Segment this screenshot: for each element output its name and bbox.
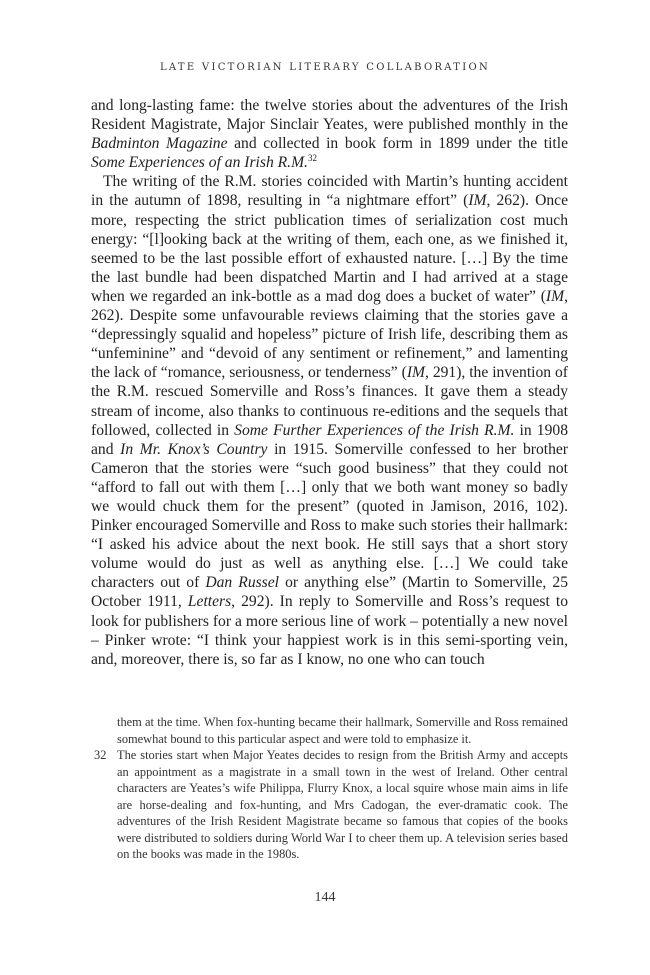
footnote-continuation: them at the time. When fox-hunting became their hallmark, Somerville and Ross remained somewhat bound to this particular aspect and were told to emphasize it. <box>117 715 568 746</box>
footnote-text: The stories start when Major Yeates decides to resign from the British Army and accepts an appointment as a magistrate in a small town in the west of Ireland. Other central characters are Yeates’s wife Philippa, Flurry Knox, a local squire whose main aims in life are horse-dealing and fox-hunting, and Mrs Cadogan, the ever-dramatic cook. The adventures of the Irish Resident Magistrate became so famous that copies of the books were distributed to soldiers during World War I to cheer them up. A television series based on the books was made in the 1980s. <box>117 748 568 861</box>
italic-title: In Mr. Knox’s Country <box>120 440 268 458</box>
italic-abbrev: IM <box>468 192 487 210</box>
footnote-ref-32[interactable]: 32 <box>307 153 317 164</box>
footnote-32 <box>91 747 568 863</box>
running-head: LATE VICTORIAN LITERARY COLLABORATION <box>159 62 491 73</box>
italic-title: Some Further Experiences of the Irish R.M. <box>234 421 515 439</box>
page-number: 144 <box>314 890 336 905</box>
italic-abbrev: IM <box>406 364 425 382</box>
italic-title: Letters <box>187 593 232 611</box>
italic-title: Some Experiences of an Irish R.M. <box>91 154 308 172</box>
italic-title: Badminton Magazine <box>91 135 228 153</box>
footnotes <box>91 714 568 863</box>
body-text <box>91 96 568 669</box>
italic-title: Dan Russel <box>205 574 280 592</box>
paragraph-1: and long-lasting fame: the twelve stories about the adventures of the Irish Resident Magistrate, Major Sinclair Yeates, were published monthly in the Badminton Magazine and collected in book form in 1899 under the title Some Experiences of an Irish R.M.$^{32}$ <box>91 97 568 172</box>
footnote-number: 32 <box>94 748 107 762</box>
italic-abbrev: IM <box>545 287 565 305</box>
paragraph-2: The writing of the R.M. stories coincided with Martin’s hunting accident in the autumn of 1898, resulting in “a nightmare effort” (IM, 262). Once more, respecting the strict publication times of serialization cost much energy: “[l]ooking back at the writing of them, each one, as we finished it, seemed to be the last possible effort of exhausted nature. […] By the time the last bundle had been dispatched Martin and I had arrived at a stage when we regarded an ink-bottle as a mad dog does a bucket of water” (IM, 262). Despite some unfavourable reviews claiming that the stories gave a “depressingly squalid and hopeless” picture of Irish life, describing them as “unfeminine” and “devoid of any sentiment or refinement,” and lamenting the lack of “romance, seriousness, or tenderness” (IM, 291), the invention of the R.M. rescued Somerville and Ross’s finances. It gave them a steady stream of income, also thanks to continuous re-editions and the sequels that followed, collected in Some Further Experiences of the Irish R.M. in 1908 and In Mr. Knox’s Country in 1915. Somerville confessed to her brother Cameron that the stories were “such good business” that they could not “afford to fall out with them […] only that we both want money so badly we would chuck them for the present” (quoted in Jamison, 2016, 102). Pinker encouraged Somerville and Ross to make such stories their hallmark: “I asked his advice about the next book. He still says that a short story volume would do just as well as anything else. […] We could take characters out of Dan Russel or anything else” (Martin to Somerville, 25 October 1911, Letters, 292). In reply to Somerville and Ross’s request to look for publishers for a more serious line of work – potentially a new novel – Pinker wrote: “I think your happiest work is in this semi-sporting vein, and, moreover, there is, so far as I know, no one who can touch <box>91 173 569 668</box>
